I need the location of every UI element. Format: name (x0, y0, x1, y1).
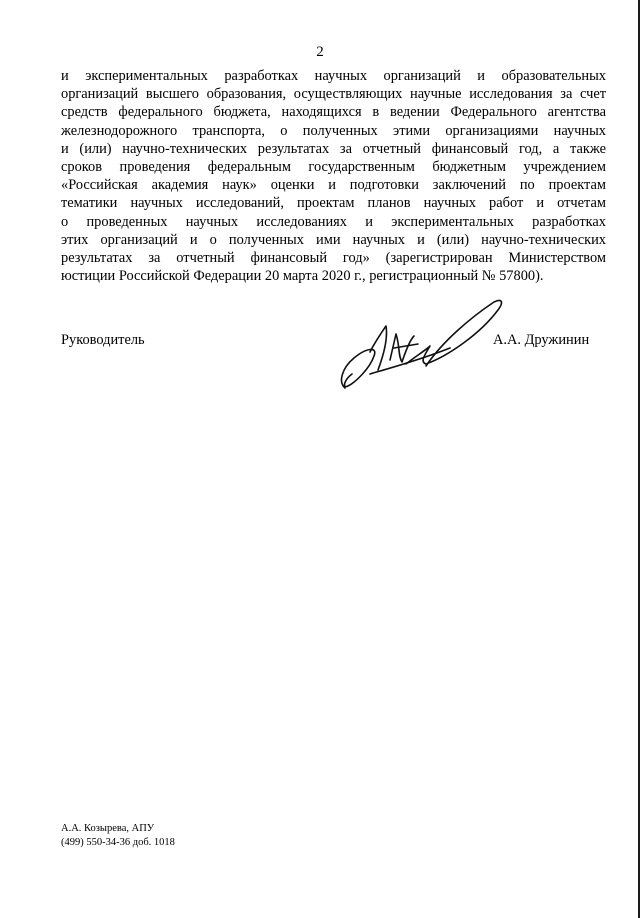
executor-info (61, 822, 175, 849)
paragraph-line: «Российская академия наук» оценки и подготовки заключений по проектам (61, 177, 606, 194)
paragraph-line: и (или) научно-технических результатах за отчетный финансовый год, а также (61, 140, 606, 157)
paragraph-line: железнодорожного транспорта, о полученных этими организациями научных (61, 122, 606, 139)
paragraph-line: сроков проведения федеральным государственным бюджетным учреждением (61, 159, 606, 176)
paragraph-line: и экспериментальных разработках научных организаций и образовательных (61, 68, 606, 84)
executor-phone: (499) 550-34-36 доб. 1018 (61, 836, 175, 848)
paragraph-line: о проведенных научных исследованиях и экспериментальных разработках (61, 213, 606, 230)
body-paragraph (61, 67, 606, 285)
paragraph-line: результатах за отчетный финансовый год» (зарегистрирован Министерством (61, 250, 606, 267)
paragraph-line: организаций высшего образования, осуществляющих научные исследования за счет (61, 86, 606, 103)
paragraph-line: этих организаций и о полученных ими научных и (или) научно-технических (61, 231, 606, 248)
page-number: 2 (316, 44, 324, 60)
paragraph-line: тематики научных исследований, проектам планов научных работ и отчетам (61, 195, 606, 212)
signer-position: Руководитель (61, 332, 145, 348)
paragraph-line: средств федерального бюджета, находящихся в ведении Федерального агентства (61, 104, 606, 121)
paragraph-line: юстиции Российской Федерации 20 марта 2020 г., регистрационный № 57800). (61, 268, 544, 285)
signer-name: А.А. Дружинин (493, 332, 590, 348)
executor-name: А.А. Козырева, АПУ (61, 823, 155, 834)
